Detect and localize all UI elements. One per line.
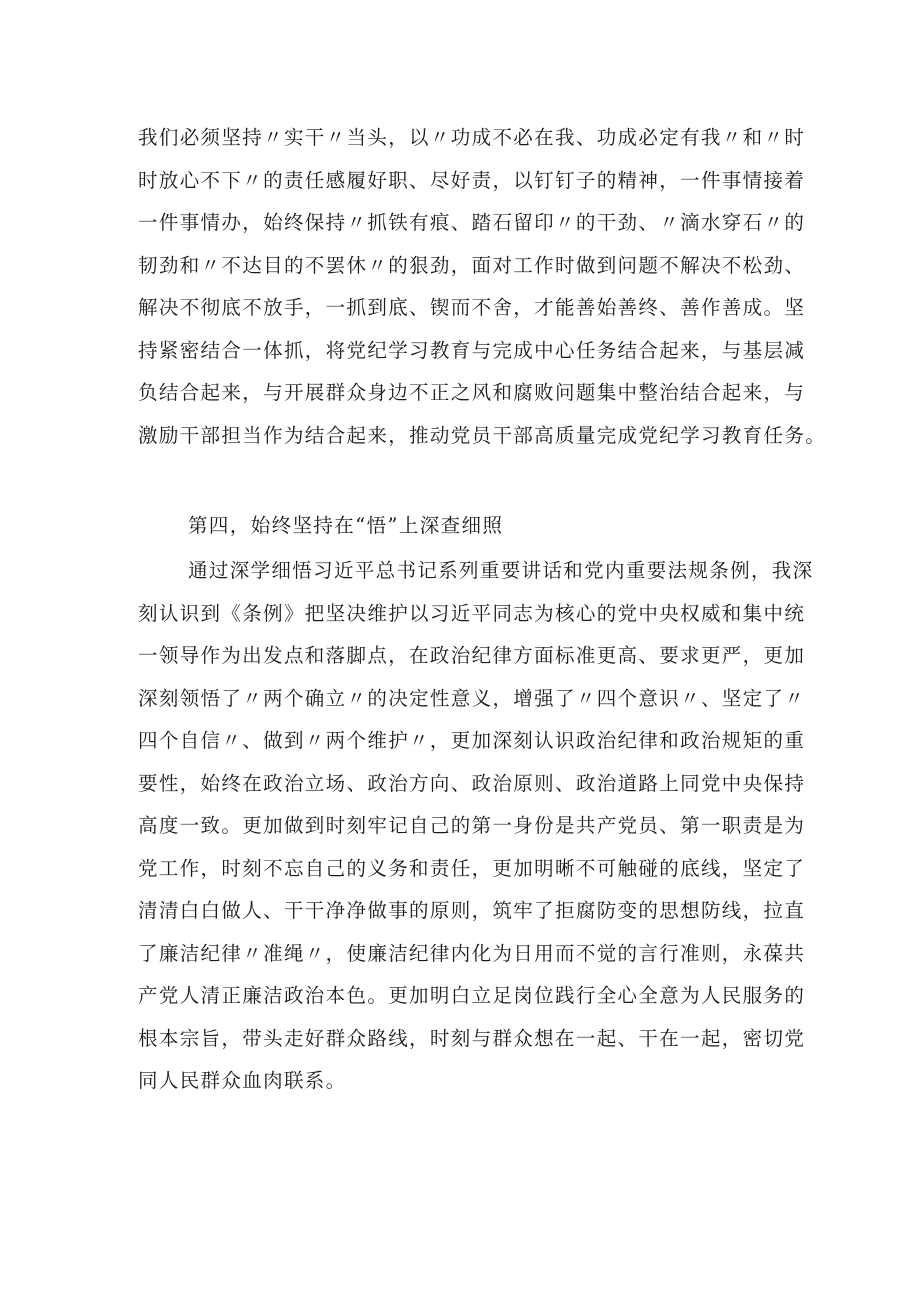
paragraph-line: 负结合起来，与开展群众身边不正之风和腐败问题集中整治结合起来，与 <box>138 381 806 404</box>
paragraph-line: 通过深学细悟习近平总书记系列重要讲话和党内重要法规条例，我深 <box>188 559 814 582</box>
section-heading: 第四，始终坚持在“悟”上深查细照 <box>188 514 504 537</box>
paragraph-line: 一领导作为出发点和落脚点，在政治纪律方面标准更高、要求更严，更加 <box>138 644 806 667</box>
paragraph-line: 韧劲和〃不达目的不罢休〃的狠劲，面对工作时做到问题不解决不松劲、 <box>138 253 806 277</box>
paragraph-line: 时放心不下〃的责任感履好职、尽好责，以钉钉子的精神，一件事情接着 <box>138 168 806 192</box>
paragraph-line: 激励干部担当作为结合起来，推动党员干部高质量完成党纪学习教育任务。 <box>138 423 827 447</box>
paragraph-1 <box>138 117 827 457</box>
paragraph-line: 四个自信〃、做到〃两个维护〃，更加深刻认识政治纪律和政治规矩的重 <box>138 729 806 752</box>
paragraph-line: 了廉洁纪律〃准绳〃，使廉洁纪律内化为日用而不觉的言行准则，永葆共 <box>138 941 806 965</box>
paragraph-line: 持紧密结合一体抓，将党纪学习教育与完成中心任务结合起来，与基层减 <box>138 338 806 362</box>
paragraph-line: 同人民群众血肉联系。 <box>138 1069 347 1092</box>
paragraph-line: 刻认识到《条例》把坚决维护以习近平同志为核心的党中央权威和集中统 <box>138 601 806 625</box>
paragraph-line: 我们必须坚持〃实干〃当头，以〃功成不必在我、功成必定有我〃和〃时 <box>138 126 806 149</box>
paragraph-line: 一件事情办，始终保持〃抓铁有痕、踏石留印〃的干劲、〃滴水穿石〃的 <box>138 211 806 234</box>
paragraph-line: 深刻领悟了〃两个确立〃的决定性意义，增强了〃四个意识〃、坚定了〃 <box>138 686 806 710</box>
paragraph-line: 要性，始终在政治立场、政治方向、政治原则、政治道路上同党中央保持 <box>138 771 806 795</box>
paragraph-line: 党工作，时刻不忘自己的义务和责任，更加明晰不可触碰的底线，坚定了 <box>138 856 806 880</box>
paragraph-line: 产党人清正廉洁政治本色。更加明白立足岗位践行全心全意为人民服务的 <box>138 984 806 1007</box>
paragraph-line: 根本宗旨，带头走好群众路线，时刻与群众想在一起、干在一起，密切党 <box>138 1026 806 1050</box>
paragraph-line: 解决不彻底不放手，一抓到底、锲而不舍，才能善始善终、善作善成。坚 <box>138 296 806 319</box>
paragraph-line: 清清白白做人、干干净净做事的原则，筑牢了拒腐防变的思想防线，拉直 <box>138 899 806 922</box>
paragraph-line: 高度一致。更加做到时刻牢记自己的第一身份是共产党员、第一职责是为 <box>138 814 806 837</box>
paragraph-2 <box>138 550 814 1103</box>
